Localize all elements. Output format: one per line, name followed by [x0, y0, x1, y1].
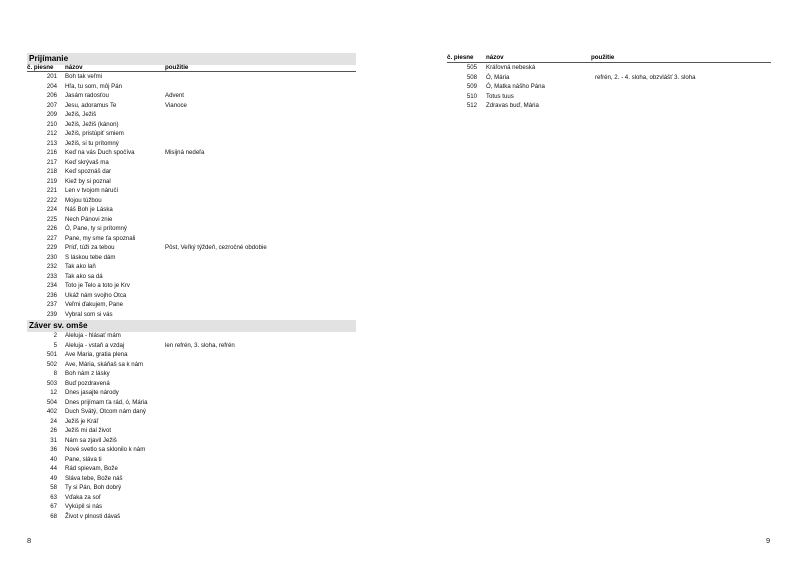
song-number: 234	[46, 282, 57, 289]
song-row	[19, 281, 359, 291]
song-number: 501	[46, 351, 57, 358]
song-number: 49	[50, 474, 57, 482]
song-title: Ty si Pán, Boh dobrý	[65, 484, 122, 491]
song-title: Príď, túži za tebou	[65, 244, 115, 251]
song-number: 512	[466, 102, 477, 110]
song-title: Sláva tebe, Bože náš	[65, 474, 123, 482]
song-usage: Vianoce	[165, 101, 187, 109]
song-number: 12	[50, 389, 57, 396]
song-row	[19, 512, 359, 522]
song-row	[19, 407, 359, 417]
song-row	[19, 360, 359, 370]
song-number: 237	[46, 301, 57, 308]
song-row	[19, 262, 359, 272]
closing-song-list	[19, 331, 359, 521]
song-row	[19, 82, 359, 92]
song-title: Duch Svätý, Otcom nám daný	[65, 408, 146, 415]
song-title: Mojou túžbou	[65, 196, 102, 204]
song-usage: Pôst, Veľký týždeň, cezročné obdobie	[165, 244, 267, 251]
song-row	[404, 92, 784, 102]
song-number: 510	[466, 92, 477, 100]
song-row	[19, 331, 359, 341]
song-row	[19, 272, 359, 282]
song-title: Totus tuus	[486, 92, 514, 100]
section-header-closing: Záver sv. omše	[27, 320, 356, 332]
song-row	[404, 73, 784, 83]
song-title: Pane, my sme ťa spoznali	[65, 234, 136, 242]
song-title: Vybral som si vás	[65, 310, 113, 318]
song-row	[19, 72, 359, 82]
song-row	[19, 186, 359, 196]
song-number: 224	[46, 206, 57, 213]
song-title: Boh tak veľmi	[65, 73, 102, 80]
song-number: 201	[46, 73, 57, 80]
song-row	[404, 82, 784, 92]
song-usage: Misijná nedeľa	[165, 149, 205, 156]
song-title: Aleluja - hlásať mám	[65, 332, 121, 339]
song-number: 204	[46, 82, 57, 90]
song-row	[404, 101, 784, 111]
song-row	[19, 234, 359, 244]
song-number: 239	[46, 310, 57, 318]
song-number: 63	[50, 493, 57, 501]
song-row	[19, 493, 359, 503]
song-title: Tak ako laň	[65, 263, 96, 270]
song-title: Ó, Matka nášho Pána	[486, 83, 545, 91]
column-header-usage: použitie	[165, 64, 189, 71]
song-number: 24	[50, 417, 57, 425]
song-title: Ukáž nám svojho Otca	[65, 291, 127, 299]
song-row	[19, 215, 359, 225]
song-number: 2	[53, 332, 57, 339]
song-title: Ježiš, Ježiš	[65, 111, 97, 118]
song-row	[19, 110, 359, 120]
song-number: 222	[46, 196, 57, 204]
song-row	[19, 177, 359, 187]
communion-song-list	[19, 72, 359, 319]
column-header-name: názov	[486, 54, 504, 61]
song-row	[19, 101, 359, 111]
song-row	[19, 120, 359, 130]
song-title: Pane, sláva ti	[65, 455, 102, 463]
song-title: Dnes jasajte národy	[65, 389, 119, 396]
song-row	[19, 455, 359, 465]
song-row	[19, 388, 359, 398]
column-header-usage: použitie	[591, 54, 615, 61]
song-row	[19, 196, 359, 206]
song-row	[19, 398, 359, 408]
song-number: 218	[46, 168, 57, 175]
song-number: 217	[46, 158, 57, 166]
song-number: 505	[466, 64, 477, 71]
song-number: 40	[50, 455, 57, 463]
song-title: Ave Maria, gratia plena	[65, 351, 128, 358]
song-number: 236	[46, 291, 57, 299]
column-header-name: názov	[65, 64, 83, 71]
song-number: 31	[50, 436, 57, 444]
song-usage: refrén, 2. - 4. sloha, obzvlášť 3. sloha	[595, 73, 696, 81]
song-number: 206	[46, 92, 57, 99]
song-title: Kráľovná nebeská	[486, 64, 536, 71]
marian-song-list	[404, 63, 784, 111]
page-number-left: 8	[27, 536, 32, 545]
song-number: 213	[46, 139, 57, 147]
song-number: 225	[46, 215, 57, 223]
song-number: 36	[50, 446, 57, 453]
song-row	[19, 474, 359, 484]
song-number: 5	[53, 341, 57, 349]
song-number: 221	[46, 187, 57, 194]
song-title: Jasám radosťou	[65, 92, 109, 99]
song-row	[19, 129, 359, 139]
song-title: Veľmi ďakujem, Pane	[65, 301, 124, 308]
song-row	[19, 310, 359, 320]
song-row	[19, 426, 359, 436]
song-number: 67	[50, 503, 57, 510]
song-row	[19, 167, 359, 177]
song-number: 68	[50, 512, 57, 520]
song-row	[19, 91, 359, 101]
song-number: 503	[46, 379, 57, 387]
song-title: Boh nám z lásky	[65, 370, 110, 377]
song-row	[19, 379, 359, 389]
song-row	[19, 369, 359, 379]
song-title: Nám sa zjavil Ježiš	[65, 436, 117, 444]
song-number: 226	[46, 225, 57, 232]
song-number: 219	[46, 177, 57, 185]
song-title: Ježiš, pristúpiť smiem	[65, 130, 124, 137]
song-row	[19, 158, 359, 168]
section-header-communion: Prijímanie	[27, 53, 356, 65]
song-usage: len refrén, 3. sloha, refrén	[165, 341, 235, 349]
song-title: Život v plnosti dávaš	[65, 512, 121, 520]
song-number: 8	[53, 370, 57, 377]
song-row	[19, 205, 359, 215]
song-title: Vďaka za soľ	[65, 493, 101, 501]
song-row	[19, 417, 359, 427]
page-number-right: 9	[766, 536, 771, 545]
song-number: 508	[466, 73, 477, 81]
song-title: Nové svetlo sa sklonilo k nám	[65, 446, 146, 453]
song-row	[19, 291, 359, 301]
song-title: Tak ako sa dá	[65, 272, 103, 280]
song-number: 509	[466, 83, 477, 91]
song-number: 227	[46, 234, 57, 242]
song-row	[19, 341, 359, 351]
song-title: Rád spievam, Bože	[65, 465, 118, 472]
song-number: 504	[46, 398, 57, 406]
song-number: 209	[46, 111, 57, 118]
song-title: Ježiš mi dal život	[65, 427, 112, 434]
column-header-number: č. piesne	[27, 64, 54, 71]
song-title: Keď na vás Duch spočíva	[65, 149, 135, 156]
song-title: Toto je Telo a toto je Krv	[65, 282, 130, 289]
song-title: Ježiš, si tu prítomný	[65, 139, 119, 147]
song-number: 502	[46, 360, 57, 368]
song-number: 216	[46, 149, 57, 156]
song-row	[19, 502, 359, 512]
column-header-number: č. piesne	[447, 54, 474, 61]
song-row	[19, 483, 359, 493]
song-title: Kiež by si poznal	[65, 177, 111, 185]
song-number: 44	[50, 465, 57, 472]
song-title: Len v tvojom náručí	[65, 187, 119, 194]
right-page	[400, 0, 800, 565]
song-row	[19, 464, 359, 474]
song-title: Dnes prijímam ťa rád, ó, Mária	[65, 398, 148, 406]
song-title: Náš Boh je Láska	[65, 206, 113, 213]
song-usage: Advent	[165, 92, 184, 99]
song-number: 230	[46, 253, 57, 261]
song-number: 212	[46, 130, 57, 137]
song-number: 207	[46, 101, 57, 109]
song-row	[19, 243, 359, 253]
song-number: 402	[46, 408, 57, 415]
song-title: Ježiš je Kráľ	[65, 417, 99, 425]
song-title: Ó, Mária	[486, 73, 510, 81]
song-row	[19, 148, 359, 158]
song-row	[404, 63, 784, 73]
song-row	[19, 300, 359, 310]
song-number: 26	[50, 427, 57, 434]
song-title: Keď skrývaš ma	[65, 158, 109, 166]
song-title: Keď spoznáš dar	[65, 168, 112, 175]
song-row	[19, 224, 359, 234]
song-number: 232	[46, 263, 57, 270]
song-title: Buď pozdravená	[65, 379, 110, 387]
song-row	[19, 139, 359, 149]
song-number: 229	[46, 244, 57, 251]
song-row	[19, 253, 359, 263]
song-number: 210	[46, 120, 57, 128]
song-number: 58	[50, 484, 57, 491]
song-title: Ježiš, Ježiš (kánon)	[65, 120, 119, 128]
song-title: Jesu, adoramus Te	[65, 101, 117, 109]
song-title: Hľa, tu som, môj Pán	[65, 82, 122, 90]
song-row	[19, 350, 359, 360]
song-title: S láskou tebe dám	[65, 253, 116, 261]
song-row	[19, 445, 359, 455]
song-title: Nech Pánovi znie	[65, 215, 113, 223]
song-title: Zdravas buď, Mária	[486, 102, 539, 110]
song-title: Vykúpil si nás	[65, 503, 103, 510]
song-title: Ó, Pane, ty si prítomný	[65, 225, 127, 232]
song-title: Aleluja - vstaň a vzdaj	[65, 341, 125, 349]
song-number: 233	[46, 272, 57, 280]
song-title: Ave, Mária, skáňaš sa k nám	[65, 360, 144, 368]
song-row	[19, 436, 359, 446]
